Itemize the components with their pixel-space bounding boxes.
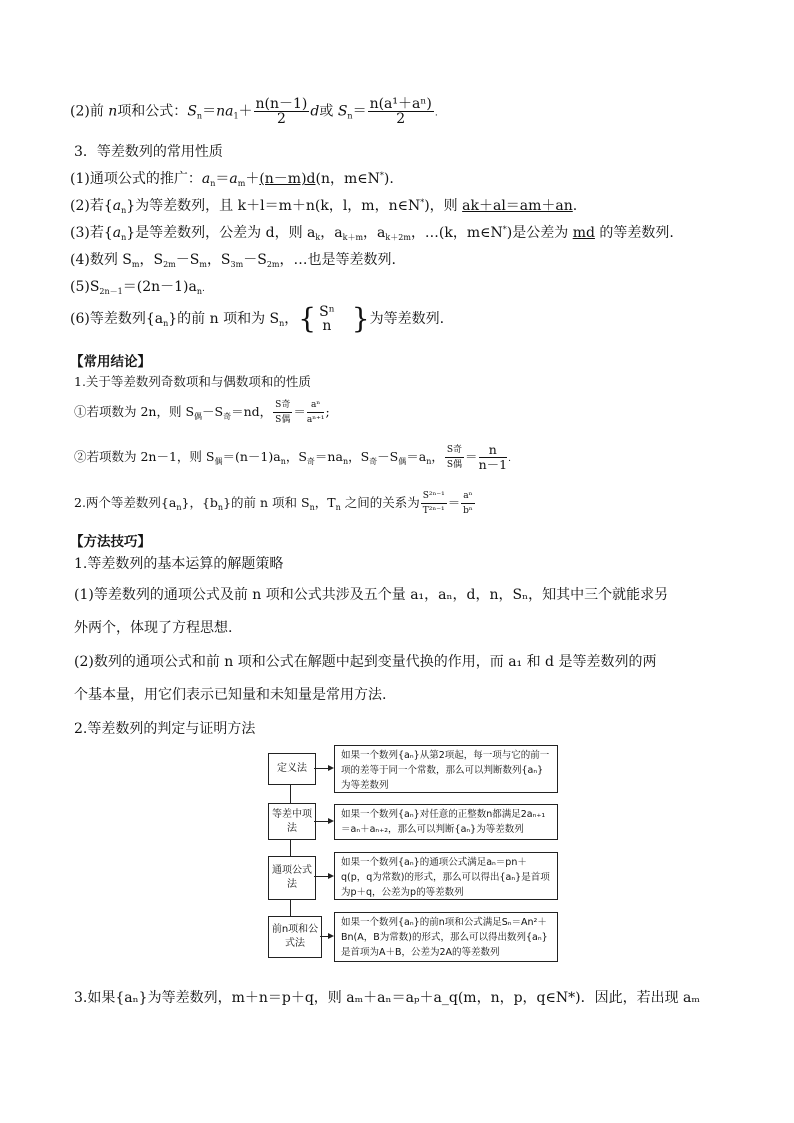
fraction: $\frac{n(n-1)}{2}$ [255,96,308,127]
method-1-paragraph-1: (1)等差数列的通项公式及前 n 项和公式共涉及五个量 a₁，aₙ，d，n，Sₙ，知其中三个就能求另 [74,587,669,603]
fraction: $\frac{\text{aⁿ}}{\text{aⁿ⁺¹}}$ [306,400,325,425]
fraction: Sⁿ n [319,304,335,334]
fraction: $\frac{\text{n(a¹＋aⁿ)}}{2}$ [369,96,432,127]
method-1-paragraph-2-cont: 个基本量，用它们表示已知量和未知量是常用方法. [74,687,387,703]
fraction: $\frac{\text{S奇}}{\text{S偶}}$ [275,400,291,425]
fraction: $\frac{\text{S奇}}{\text{S偶}}$ [446,445,463,470]
flow-desc-middle-term: 如果一个数列{aₙ}对任意的正整数n都满足2aₙ₊₁＝aₙ＋aₙ₊₂，那么可以判断{aₙ}为等差数列 [334,804,558,840]
flow-desc-definition: 如果一个数列{aₙ}从第2项起，每一项与它的前一项的差等于同一个常数，那么可以判断数列{aₙ}为等差数列 [334,745,558,793]
fraction: $\frac{\text{aⁿ}}{\text{bⁿ}}$ [463,491,473,516]
connector [290,838,291,856]
flow-label-sum-formula: 前n项和公式法 [268,916,322,958]
property-5: $(5)S_{2n-1}=(2n-1)a_n$. [70,279,205,296]
property-1: (1)通项公式的推广：$a_n=a_m+(n-m)d(n$，m∈N*). [70,171,394,188]
sum-formula-line: (2)前 n项和公式：$S_n=na_1+$ $\frac{n(n-1)}{2}$ d或 $S_n=$ $\frac{\text{n(a¹＋aⁿ)}}{2}$ . [70,96,438,127]
flow-desc-sum-formula: 如果一个数列{aₙ}的前n项和公式满足Sₙ＝An²＋Bn(A，B为常数)的形式，那么可以得出数列{aₙ}是首项为A＋B，公差为2A的等差数列 [334,912,558,962]
flow-label-general-term: 通项公式法 [268,856,316,900]
property-3: (3)若$\{a_n\}$是等差数列，公差为 d，则 $a_k$，$a_{k+m}$，$a_{k+2m}$，…(k，m∈N*)是公差为 md 的等差数列. [70,225,674,242]
connector [290,898,291,916]
flow-label-definition: 定义法 [268,753,316,785]
conclusion-1: 1.关于等差数列奇数项和与偶数项和的性质 [74,374,311,389]
property-4: (4)数列 $S_m$，$S_{2m}-S_m$，$S_{3m}-S_{2m}$，…也是等差数列. [70,252,396,269]
section-title-properties: 3．等差数列的常用性质 [74,144,223,160]
property-6: (6)等差数列$\{a_n\}$的前 n 项和为 $S_n$，{ Sⁿ n }为等差数列. [70,302,445,335]
fraction: $\frac{\text{S²ⁿ⁻¹}}{\text{T²ⁿ⁻¹}}$ [422,491,445,516]
method-2-title: 2.等差数列的判定与证明方法 [74,721,256,737]
method-1-title: 1.等差数列的基本运算的解题策略 [74,556,284,572]
property-2: (2)若$\{a_n\}$为等差数列，且 k＋l＝m＋n(k，l，m，n∈N*)，则 ak＋al＝am＋an. [70,198,578,215]
flow-label-middle-term: 等差中项法 [268,803,316,840]
method-1-paragraph-2: (2)数列的通项公式和前 n 项和公式在解题中起到变量代换的作用，而 a₁ 和 d 是等差数列的两 [74,654,657,670]
method-1-paragraph-1-cont: 外两个，体现了方程思想. [74,620,233,636]
conclusion-1b: ②若项数为 2n－1，则 $S_偶=(n-1)a_n$，$S_奇=na_n$，$S_奇-S_偶=a_n$， $\frac{\text{S奇}}{\text{S偶}}$ ＝ $\frac{n}{n-1}$ . [74,442,511,472]
conclusion-2: 2.两个等差数列$\{a_n\}$，$\{b_n\}$的前 n 项和 $S_n$，$T_n$ 之间的关系为 $\frac{\text{S²ⁿ⁻¹}}{\text{T²ⁿ⁻¹}}$ ＝ $\frac{\text{aⁿ}}{\text{bⁿ}}$ [74,491,473,516]
heading-conclusions: 【常用结论】 [70,354,151,370]
flow-desc-general-term: 如果一个数列{aₙ}的通项公式满足aₙ＝pn＋q(p，q为常数)的形式，那么可以得出{aₙ}是首项为p＋q，公差为p的等差数列 [334,852,558,900]
connector [290,783,291,803]
fraction: $\frac{n}{n-1}$ [478,442,508,472]
conclusion-1a: ①若项数为 2n，则 $S_偶-S_奇=nd$， $\frac{\text{S奇}}{\text{S偶}}$ ＝ $\frac{\text{aⁿ}}{\text{aⁿ⁺¹}}$ ; [74,400,330,425]
heading-methods: 【方法技巧】 [70,534,151,550]
method-3-paragraph: 3.如果{aₙ}为等差数列，m＋n＝p＋q，则 aₘ＋aₙ＝aₚ＋a_q(m，n，p，q∈N*)．因此，若出现 aₘ [74,990,700,1006]
